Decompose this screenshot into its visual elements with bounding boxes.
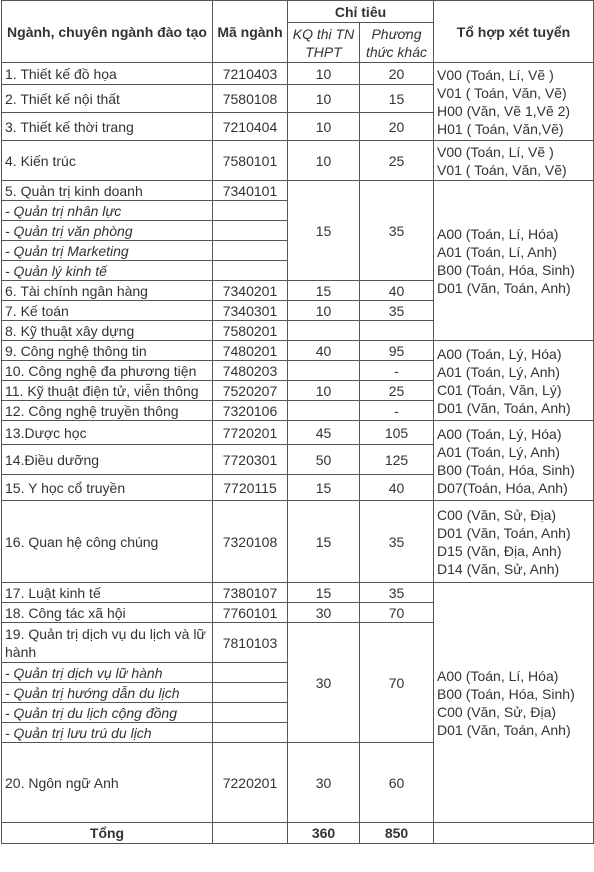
quota-other: 40	[360, 475, 434, 501]
major-name: 15. Y học cổ truyền	[2, 475, 213, 501]
combo-item: V01 ( Toán, Văn, Vẽ)	[437, 161, 567, 178]
major-code	[213, 221, 288, 241]
major-name: 1. Thiết kế đồ họa	[2, 63, 213, 85]
specialization-name: - Quản trị Marketing	[2, 241, 213, 261]
major-name: 6. Tài chính ngân hàng	[2, 281, 213, 301]
header-major: Ngành, chuyên ngành đào tạo	[2, 1, 213, 63]
specialization-name: - Quản trị văn phòng	[2, 221, 213, 241]
major-name: 18. Công tác xã hội	[2, 603, 213, 623]
combo-item: H00 (Văn, Vẽ 1,Vẽ 2)	[437, 102, 571, 119]
quota-other: -	[360, 401, 434, 421]
combo-group-3	[434, 181, 594, 341]
quota-kq	[288, 401, 360, 421]
major-code: 7220201	[213, 743, 288, 823]
combo-item: C00 (Văn, Sử, Địa)	[437, 703, 557, 720]
major-code	[213, 261, 288, 281]
combo-item: C00 (Văn, Sử, Địa)	[437, 506, 557, 523]
major-name: 20. Ngôn ngữ Anh	[2, 743, 213, 823]
major-code: 7480203	[213, 361, 288, 381]
quota-kq: 15	[288, 181, 360, 281]
major-code: 7760101	[213, 603, 288, 623]
header-combo: Tổ hợp xét tuyển	[434, 1, 594, 63]
header-quota: Chỉ tiêu	[288, 1, 434, 23]
quota-other: 35	[360, 301, 434, 321]
major-name: 10. Công nghệ đa phương tiện	[2, 361, 213, 381]
combo-item: A00 (Toán, Lí, Hóa)	[437, 667, 559, 684]
combo-item: A00 (Toán, Lý, Hóa)	[437, 425, 562, 442]
major-code: 7810103	[213, 623, 288, 663]
quota-kq: 50	[288, 445, 360, 475]
quota-kq: 10	[288, 141, 360, 181]
combo-item: A00 (Toán, Lí, Hóa)	[437, 225, 559, 242]
quota-other: 60	[360, 743, 434, 823]
major-code	[213, 241, 288, 261]
combo-group-4	[434, 341, 594, 421]
quota-kq: 30	[288, 623, 360, 743]
major-code: 7580108	[213, 85, 288, 113]
combo-item: D14 (Văn, Sử, Anh)	[437, 560, 560, 577]
quota-kq: 15	[288, 281, 360, 301]
combo-item: D01 (Văn, Toán, Anh)	[437, 279, 571, 296]
specialization-name: - Quản trị hướng dẫn du lịch	[2, 683, 213, 703]
total-kq: 360	[288, 823, 360, 844]
major-code	[213, 683, 288, 703]
quota-other: 35	[360, 583, 434, 603]
major-name: 19. Quản trị dịch vụ du lịch và lữ hành	[2, 623, 213, 663]
major-code: 7340301	[213, 301, 288, 321]
combo-item: D01 (Văn, Toán, Anh)	[437, 399, 571, 416]
major-code: 7210403	[213, 63, 288, 85]
quota-kq: 30	[288, 743, 360, 823]
combo-item: A00 (Toán, Lý, Hóa)	[437, 345, 562, 362]
specialization-name: - Quản trị lưu trú du lịch	[2, 723, 213, 743]
major-code: 7720301	[213, 445, 288, 475]
quota-other	[360, 321, 434, 341]
quota-kq: 15	[288, 583, 360, 603]
combo-item: V00 (Toán, Lí, Vẽ )	[437, 66, 554, 83]
major-name: 2. Thiết kế nội thất	[2, 85, 213, 113]
quota-other: 35	[360, 501, 434, 583]
major-code	[213, 703, 288, 723]
major-name: 16. Quan hệ công chúng	[2, 501, 213, 583]
major-code: 7210404	[213, 113, 288, 141]
specialization-name: - Quản trị nhân lực	[2, 201, 213, 221]
major-code: 7340101	[213, 181, 288, 201]
quota-other: 20	[360, 63, 434, 85]
quota-other: -	[360, 361, 434, 381]
admission-table	[1, 0, 594, 844]
combo-item: B00 (Toán, Hóa, Sinh)	[437, 685, 575, 702]
major-code: 7340201	[213, 281, 288, 301]
combo-item: D15 (Văn, Địa, Anh)	[437, 542, 562, 559]
quota-other: 70	[360, 623, 434, 743]
quota-kq: 10	[288, 85, 360, 113]
combo-item: D01 (Văn, Toán, Anh)	[437, 721, 571, 738]
major-name: 7. Kế toán	[2, 301, 213, 321]
major-code: 7720115	[213, 475, 288, 501]
major-code	[213, 723, 288, 743]
quota-other: 25	[360, 141, 434, 181]
major-code: 7480201	[213, 341, 288, 361]
specialization-name: - Quản trị du lịch cộng đồng	[2, 703, 213, 723]
specialization-name: - Quản trị dịch vụ lữ hành	[2, 663, 213, 683]
major-name: 5. Quản trị kinh doanh	[2, 181, 213, 201]
major-code: 7520207	[213, 381, 288, 401]
quota-kq: 15	[288, 475, 360, 501]
quota-other: 15	[360, 85, 434, 113]
major-name: 8. Kỹ thuật xây dựng	[2, 321, 213, 341]
major-code	[213, 201, 288, 221]
quota-kq: 40	[288, 341, 360, 361]
quota-kq: 10	[288, 381, 360, 401]
combo-group-6	[434, 501, 594, 583]
quota-kq: 45	[288, 421, 360, 445]
header-kq: KQ thi TN THPT	[288, 23, 360, 63]
major-name: 11. Kỹ thuật điện tử, viễn thông	[2, 381, 213, 401]
combo-group-1	[434, 63, 594, 141]
major-name: 14.Điều dưỡng	[2, 445, 213, 475]
combo-item: A01 (Toán, Lí, Anh)	[437, 243, 557, 260]
quota-other: 70	[360, 603, 434, 623]
total-label: Tổng	[2, 823, 213, 844]
combo-item: D07(Toán, Hóa, Anh)	[437, 479, 568, 496]
combo-group-2	[434, 141, 594, 181]
header-code: Mã ngành	[213, 1, 288, 63]
major-code: 7380107	[213, 583, 288, 603]
quota-other: 25	[360, 381, 434, 401]
major-name: 17. Luật kinh tế	[2, 583, 213, 603]
combo-item: C01 (Toán, Văn, Lý)	[437, 381, 562, 398]
combo-item: V00 (Toán, Lí, Vẽ )	[437, 143, 554, 160]
combo-item: A01 (Toán, Lý, Anh)	[437, 363, 560, 380]
quota-kq: 30	[288, 603, 360, 623]
major-code: 7320106	[213, 401, 288, 421]
major-code: 7720201	[213, 421, 288, 445]
major-code	[213, 663, 288, 683]
major-name: 3. Thiết kế thời trang	[2, 113, 213, 141]
major-name: 9. Công nghệ thông tin	[2, 341, 213, 361]
combo-group-7	[434, 583, 594, 823]
quota-kq: 10	[288, 113, 360, 141]
quota-kq	[288, 321, 360, 341]
total-combo	[434, 823, 594, 844]
major-code: 7580101	[213, 141, 288, 181]
combo-item: A01 (Toán, Lý, Anh)	[437, 443, 560, 460]
major-code: 7320108	[213, 501, 288, 583]
combo-item: H01 ( Toán, Văn,Vẽ)	[437, 120, 564, 137]
quota-kq: 10	[288, 301, 360, 321]
total-other: 850	[360, 823, 434, 844]
quota-kq: 10	[288, 63, 360, 85]
quota-other: 20	[360, 113, 434, 141]
combo-item: V01 ( Toán, Văn, Vẽ)	[437, 84, 567, 101]
combo-group-5	[434, 421, 594, 501]
major-name: 12. Công nghệ truyền thông	[2, 401, 213, 421]
combo-item: B00 (Toán, Hóa, Sinh)	[437, 261, 575, 278]
specialization-name: - Quản lý kinh tế	[2, 261, 213, 281]
quota-other: 35	[360, 181, 434, 281]
header-other: Phương thức khác	[360, 23, 434, 63]
quota-kq	[288, 361, 360, 381]
quota-kq: 15	[288, 501, 360, 583]
major-name: 13.Dược học	[2, 421, 213, 445]
major-name: 4. Kiến trúc	[2, 141, 213, 181]
quota-other: 125	[360, 445, 434, 475]
quota-other: 40	[360, 281, 434, 301]
combo-item: D01 (Văn, Toán, Anh)	[437, 524, 571, 541]
major-code: 7580201	[213, 321, 288, 341]
quota-other: 105	[360, 421, 434, 445]
total-code	[213, 823, 288, 844]
quota-other: 95	[360, 341, 434, 361]
combo-item: B00 (Toán, Hóa, Sinh)	[437, 461, 575, 478]
